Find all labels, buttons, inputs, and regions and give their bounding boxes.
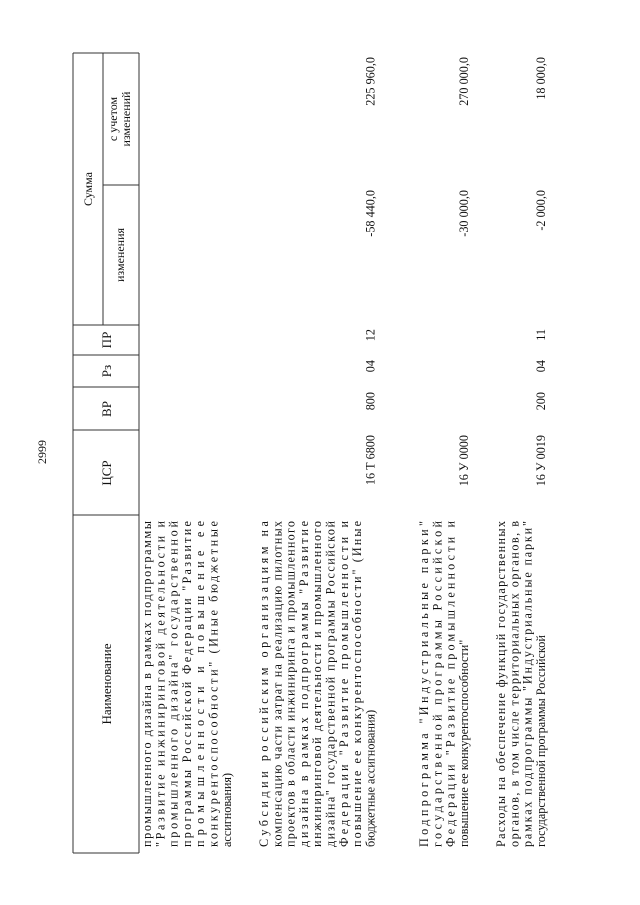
row-name-line: повышение ее конкурентоспособности" (Иные bbox=[350, 521, 365, 847]
row-name-line: конкурентоспособности" (Иные бюджетные bbox=[206, 521, 221, 847]
row-name-line: бюджетные ассигнования) bbox=[363, 709, 378, 847]
row-vr: 800 bbox=[363, 392, 378, 411]
row-changes: -30 000,0 bbox=[456, 190, 471, 237]
row-with-changes: 225 960,0 bbox=[363, 57, 378, 106]
row-name-line: ассигнования) bbox=[219, 772, 234, 847]
row-with-changes: 270 000,0 bbox=[456, 57, 471, 106]
row-name-line: компенсацию части затрат на реализацию пилотных bbox=[270, 521, 285, 847]
row-csr: 16 У 0000 bbox=[456, 435, 471, 487]
header-rz: Рз bbox=[99, 364, 114, 378]
header-sum: Сумма bbox=[81, 172, 95, 206]
row-name-line: государственной программы Российской bbox=[533, 635, 548, 847]
row-name-line: Субсидии российским организациям на bbox=[257, 521, 271, 847]
row-pr: 11 bbox=[533, 329, 548, 341]
row-name-line: рамках подпрограммы "Индустриальные парки" bbox=[520, 521, 535, 847]
row-name-line: Федерации "Развитие промышленности и bbox=[443, 521, 458, 847]
row-name-line: промышленности и повышение ее bbox=[193, 521, 208, 847]
row-with-changes: 18 000,0 bbox=[533, 57, 548, 100]
row-name-line: промышленного дизайна" государственной bbox=[166, 521, 181, 847]
row-name-line: Подпрограмма "Индустриальные парки" bbox=[417, 521, 431, 847]
row-csr: 16 Т 6800 bbox=[363, 435, 378, 486]
row-name-line: государственной программы Российской bbox=[430, 521, 445, 847]
row-name-line: промышленного дизайна в рамках подпрограммы bbox=[140, 521, 154, 847]
header-with-changes-1: с учетом bbox=[106, 96, 120, 142]
table-body bbox=[140, 57, 548, 847]
header-csr: ЦСР bbox=[99, 460, 114, 486]
row-name-line: программы Российской Федерации "Развитие bbox=[179, 521, 194, 847]
budget-table bbox=[73, 53, 548, 853]
row-name-line: инжиниринговой деятельности и промышленного bbox=[310, 521, 325, 847]
row-name-line: Федерации "Развитие промышленности и bbox=[336, 521, 351, 847]
row-name-line: дизайна в рамках подпрограммы "Развитие bbox=[296, 520, 311, 847]
row-name-line: "Развитие инжиниринговой деятельности и bbox=[153, 521, 168, 847]
header-name: Наименование bbox=[99, 643, 114, 725]
row-changes: -58 440,0 bbox=[363, 190, 378, 237]
header-with-changes-2: изменений bbox=[119, 91, 133, 147]
page-number: 2999 bbox=[35, 440, 49, 464]
row-rz: 04 bbox=[533, 360, 548, 373]
row-vr: 200 bbox=[533, 392, 548, 411]
row-changes: -2 000,0 bbox=[533, 190, 548, 231]
row-csr: 16 У 0019 bbox=[533, 435, 548, 487]
row-name-line: проектов в области инжиниринга и промышленного bbox=[283, 521, 298, 847]
row-pr: 12 bbox=[363, 329, 378, 342]
row-rz: 04 bbox=[363, 360, 378, 373]
header-pr: ПР bbox=[99, 331, 114, 349]
header-changes: изменения bbox=[113, 227, 127, 283]
header-vr: ВР bbox=[99, 401, 114, 417]
row-name-line: Расходы на обеспечение функций государственных bbox=[494, 521, 508, 847]
row-name-line: органов, в том числе территориальных органов, в bbox=[507, 521, 522, 847]
row-name-line: дизайна" государственной программы Российской bbox=[323, 521, 338, 847]
row-name-line: повышение ее конкурентоспособности" bbox=[456, 639, 471, 847]
